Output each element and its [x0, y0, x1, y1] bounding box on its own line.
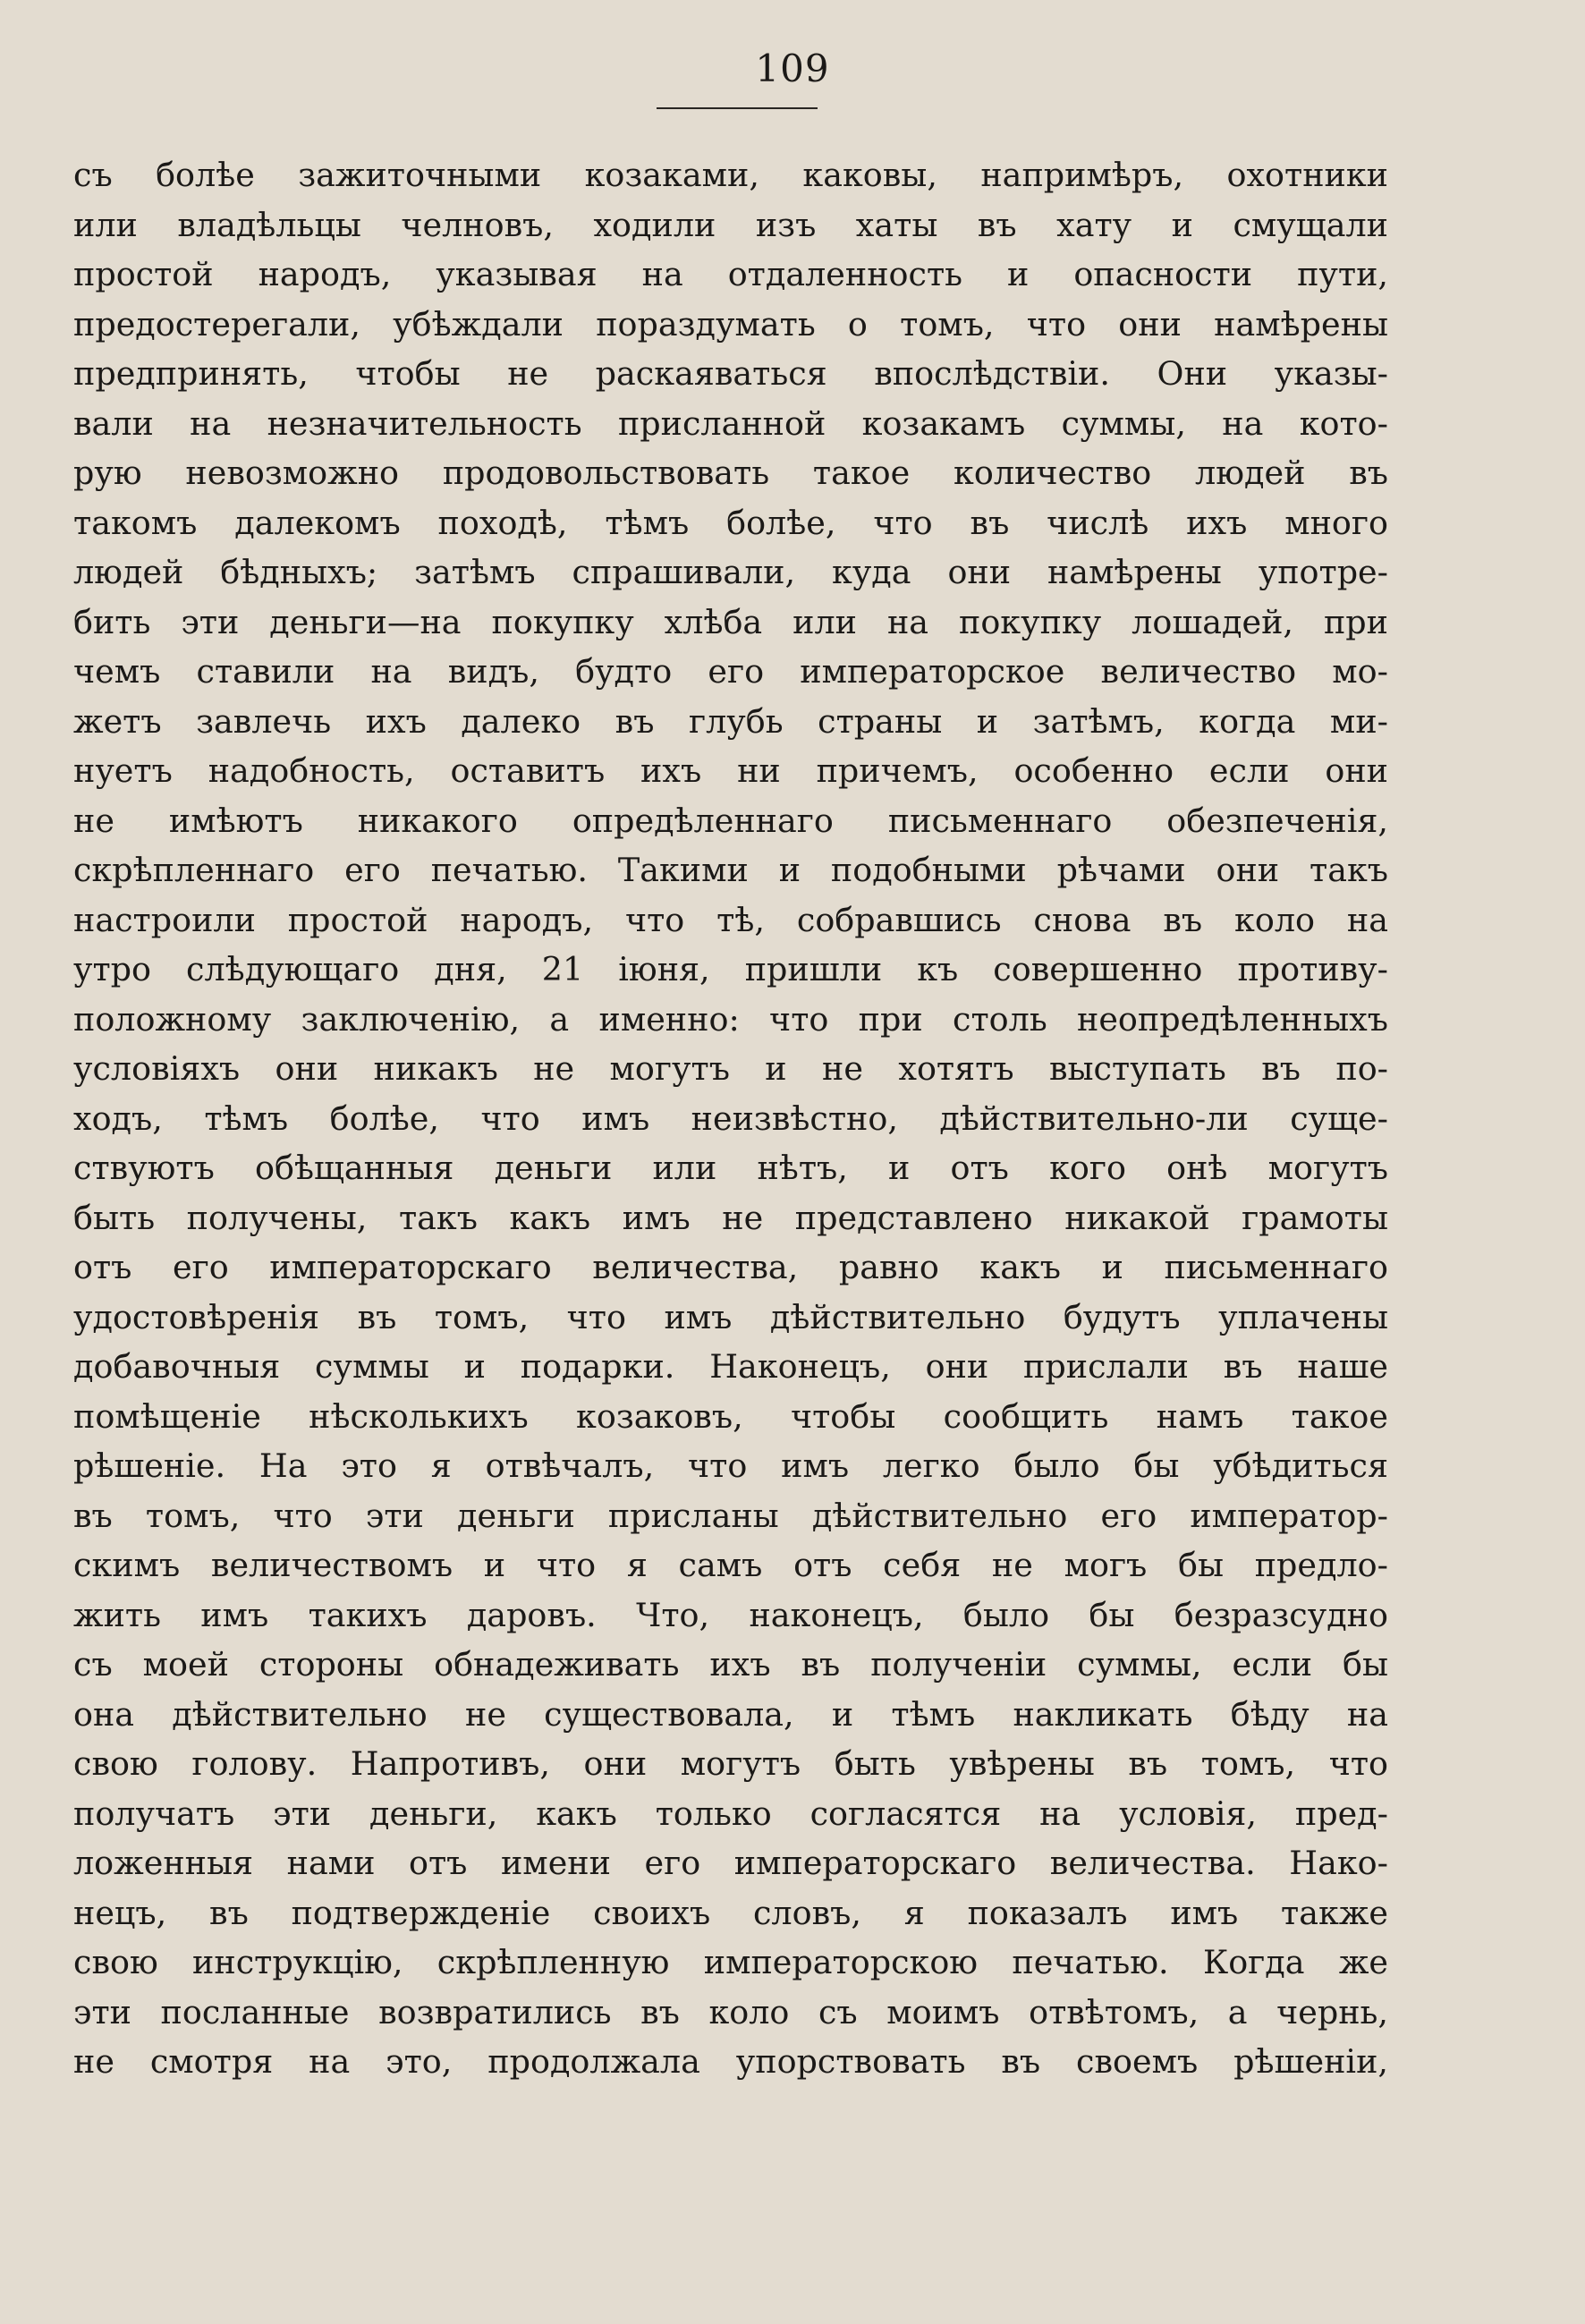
- text-line: простой народъ, указывая на отдаленность и опасности пути,: [73, 255, 1388, 293]
- text-line: бить эти деньги—на покупку хлѣба или на покупку лошадей, при: [73, 602, 1388, 641]
- text-line: утро слѣдующаго дня, 21 іюня, пришли къ совершенно противу-: [73, 950, 1388, 988]
- text-line: жить имъ такихъ даровъ. Что, наконецъ, было бы безразсудно: [73, 1595, 1388, 1634]
- text-line: чемъ ставили на видъ, будто его императорское величество мо-: [73, 652, 1388, 691]
- text-line: съ моей стороны обнадеживать ихъ въ полученіи суммы, если бы: [73, 1645, 1388, 1684]
- text-line: предпринять, чтобы не раскаяваться впослѣдствіи. Они указы-: [73, 354, 1388, 393]
- text-line: скрѣпленнаго его печатью. Такими и подобными рѣчами они такъ: [73, 851, 1388, 889]
- text-line: ствуютъ обѣщанныя деньги или нѣтъ, и отъ кого онѣ могутъ: [73, 1149, 1388, 1187]
- text-line: нецъ, въ подтвержденіе своихъ словъ, я показалъ имъ также: [73, 1893, 1388, 1932]
- text-line: рую невозможно продовольствовать такое количество людей въ: [73, 454, 1388, 492]
- text-line: нуетъ надобность, оставитъ ихъ ни причемъ, особенно если они: [73, 751, 1388, 790]
- page-number: 109: [755, 47, 830, 90]
- text-line: получатъ эти деньги, какъ только согласятся на условія, пред-: [73, 1794, 1388, 1833]
- text-line: быть получены, такъ какъ имъ не представлено никакой грамоты: [73, 1198, 1388, 1237]
- text-line: помѣщеніе нѣсколькихъ козаковъ, чтобы сообщить намъ такое: [73, 1396, 1388, 1436]
- text-line: скимъ величествомъ и что я самъ отъ себя не могъ бы предло-: [73, 1546, 1388, 1584]
- text-line: людей бѣдныхъ; затѣмъ спрашивали, куда они намѣрены употре-: [73, 553, 1388, 591]
- text-line: въ томъ, что эти деньги присланы дѣйствительно его император-: [73, 1496, 1388, 1535]
- header-rule: [657, 107, 818, 109]
- text-line: отъ его императорскаго величества, равно какъ и письменнаго: [73, 1248, 1388, 1286]
- text-line: ложенныя нами отъ имени его императорскаго величества. Нако-: [73, 1844, 1388, 1882]
- text-line: удостовѣренія въ томъ, что имъ дѣйствительно будутъ уплачены: [73, 1297, 1388, 1336]
- text-line: настроили простой народъ, что тѣ, собравшись снова въ коло на: [73, 900, 1388, 939]
- text-line: не имѣютъ никакого опредѣленнаго письменнаго обезпеченія,: [73, 801, 1388, 840]
- text-line: она дѣйствительно не существовала, и тѣмъ накликать бѣду на: [73, 1694, 1388, 1734]
- text-line: эти посланные возвратились въ коло съ моимъ отвѣтомъ, а чернь,: [73, 1992, 1388, 2031]
- text-line: вали на незначительность присланной козакамъ суммы, на кото-: [73, 403, 1388, 443]
- text-line: свою инструкцію, скрѣпленную императорскою печатью. Когда же: [73, 1943, 1388, 1981]
- text-line: или владѣльцы челновъ, ходили изъ хаты въ хату и смущали: [73, 205, 1388, 244]
- text-line: условіяхъ они никакъ не могутъ и не хотятъ выступать въ по-: [73, 1049, 1388, 1088]
- text-line: предостерегали, убѣждали пораздумать о томъ, что они намѣрены: [73, 304, 1388, 344]
- text-line: рѣшеніе. На это я отвѣчалъ, что имъ легко было бы убѣдиться: [73, 1446, 1388, 1485]
- text-line: такомъ далекомъ походѣ, тѣмъ болѣе, что въ числѣ ихъ много: [73, 503, 1388, 542]
- text-line: не смотря на это, продолжала упорствовать въ своемъ рѣшеніи,: [73, 2042, 1388, 2081]
- text-line: положному заключенію, а именно: что при столь неопредѣленныхъ: [73, 999, 1388, 1039]
- text-line: съ болѣе зажиточными козаками, каковы, напримѣръ, охотники: [73, 156, 1388, 194]
- text-line: свою голову. Напротивъ, они могутъ быть увѣрены въ томъ, что: [73, 1744, 1388, 1783]
- text-line: добавочныя суммы и подарки. Наконецъ, они прислали въ наше: [73, 1347, 1388, 1386]
- text-line: жетъ завлечь ихъ далеко въ глубь страны и затѣмъ, когда ми-: [73, 701, 1388, 741]
- text-line: ходъ, тѣмъ болѣе, что имъ неизвѣстно, дѣйствительно-ли суще-: [73, 1098, 1388, 1138]
- body-text: [73, 150, 1388, 2087]
